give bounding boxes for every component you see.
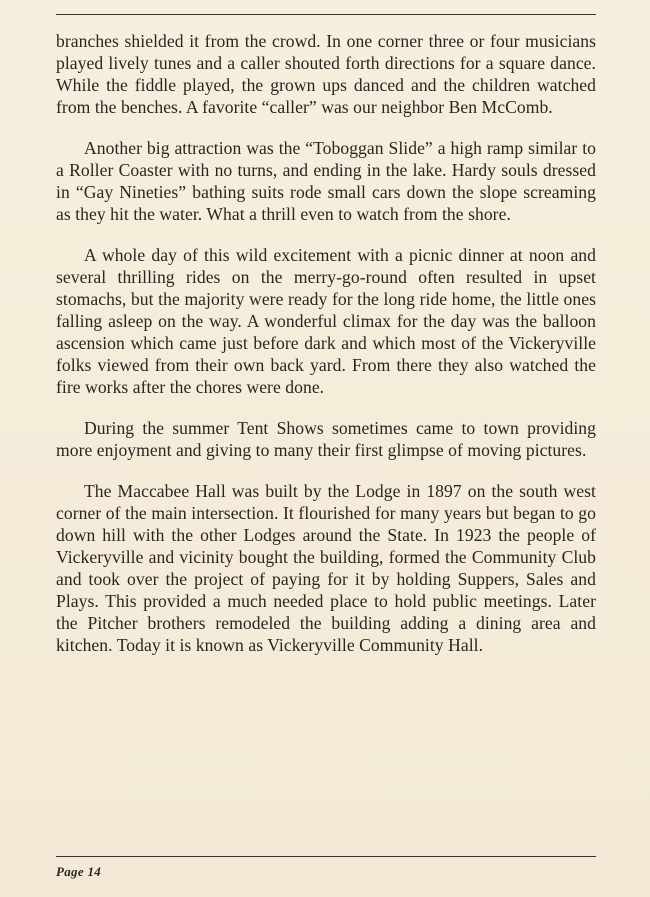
paragraph-4: During the summer Tent Shows sometimes came to town providing more enjoyment and giving to many their first glimpse of moving pictures.: [56, 418, 596, 460]
page-number: Page 14: [56, 864, 102, 879]
bottom-rule: [56, 856, 596, 857]
paragraph-5: The Maccabee Hall was built by the Lodge in 1897 on the south west corner of the main intersection. It flourished for many years but began to go down hill with the other Lodges around the State. In 1923 the people of Vickeryville and vicinity bought the building, formed the Community Club and took over the project of paying for it by holding Suppers, Sales and Plays. This provided a much needed place to hold public meetings. Later the Pitcher brothers remodeled the building adding a dining area and kitchen. Today it is known as Vickeryville Community Hall.: [56, 481, 596, 655]
paragraph-3: A whole day of this wild excitement with a picnic dinner at noon and several thrilling rides on the merry-go-round often resulted in upset stomachs, but the majority were ready for the long ride home, the little ones falling asleep on the way. A wonderful climax for the day was the balloon ascension which came just before dark and which most of the Vickeryville folks viewed from their own back yard. From there they also watched the fire works after the chores were done.: [56, 245, 596, 397]
body-text: [56, 30, 596, 675]
paragraph-2: Another big attraction was the “Toboggan Slide” a high ramp similar to a Roller Coaster with no turns, and ending in the lake. Hardy souls dressed in “Gay Nineties” bathing suits rode small cars down the slope screaming as they hit the water. What a thrill even to watch from the shore.: [56, 138, 596, 224]
paragraph-1: branches shielded it from the crowd. In one corner three or four musicians played lively tunes and a caller shouted forth directions for a square dance. While the fiddle played, the grown ups danced and the children watched from the benches. A favorite “caller” was our neighbor Ben McComb.: [56, 31, 596, 117]
top-rule: [56, 14, 596, 15]
